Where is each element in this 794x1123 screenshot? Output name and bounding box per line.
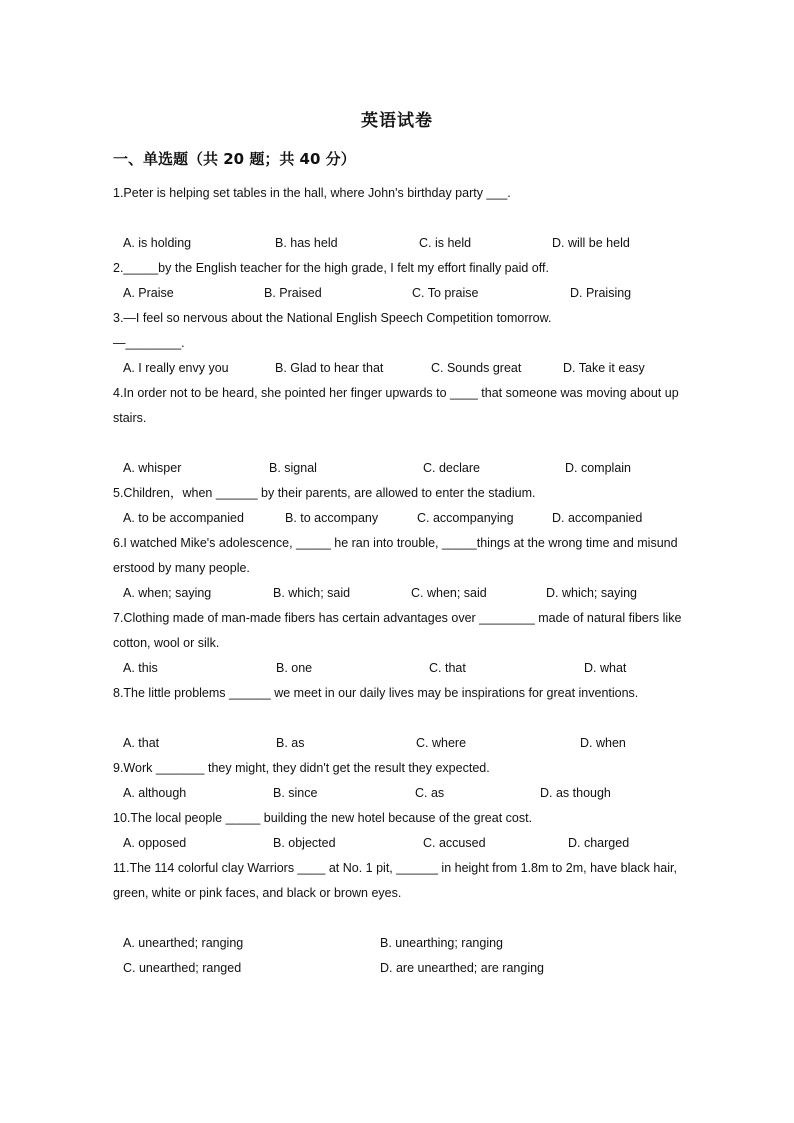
option-row bbox=[113, 231, 683, 256]
question-7 bbox=[113, 606, 683, 681]
option-a[interactable]: A. unearthed; ranging bbox=[123, 936, 244, 950]
option-c[interactable]: C. when; said bbox=[411, 586, 487, 600]
option-d[interactable]: D. Praising bbox=[570, 286, 632, 300]
question-stem: 1.Peter is helping set tables in the hall, where John's birthday party ___. bbox=[113, 186, 511, 200]
option-row bbox=[113, 831, 683, 856]
option-a[interactable]: A. I really envy you bbox=[123, 361, 229, 375]
option-d[interactable]: D. charged bbox=[568, 836, 630, 850]
option-row bbox=[113, 581, 683, 606]
option-row bbox=[113, 731, 683, 756]
option-a[interactable]: A. that bbox=[123, 736, 160, 750]
question-4 bbox=[113, 381, 683, 481]
question-11 bbox=[113, 856, 683, 981]
option-c[interactable]: C. where bbox=[416, 736, 467, 750]
question-5 bbox=[113, 481, 683, 531]
question-10 bbox=[113, 806, 683, 856]
option-row bbox=[113, 931, 683, 956]
option-c[interactable]: C. accompanying bbox=[417, 511, 514, 525]
question-stem: 6.I watched Mike's adolescence, _____ he ran into trouble, _____things at the wrong time and misunderstood by many people. bbox=[113, 536, 678, 575]
question-list bbox=[113, 181, 683, 981]
question-stem: 10.The local people _____ building the new hotel because of the great cost. bbox=[113, 811, 533, 825]
question-stem: 4.In order not to be heard, she pointed her finger upwards to ____ that someone was moving about upstairs. bbox=[113, 386, 679, 425]
option-b[interactable]: B. has held bbox=[275, 236, 338, 250]
option-row bbox=[113, 281, 683, 306]
option-b[interactable]: B. unearthing; ranging bbox=[380, 936, 504, 950]
question-6 bbox=[113, 531, 683, 606]
question-2 bbox=[113, 256, 683, 306]
section-heading: 一、单选题（共 20 题；共 40 分） bbox=[113, 150, 356, 168]
option-a[interactable]: A. whisper bbox=[123, 461, 182, 475]
option-c[interactable]: C. declare bbox=[423, 461, 480, 475]
question-3 bbox=[113, 306, 683, 381]
option-d[interactable]: D. will be held bbox=[552, 236, 630, 250]
option-c[interactable]: C. that bbox=[429, 661, 466, 675]
option-a[interactable]: A. opposed bbox=[123, 836, 187, 850]
question-9 bbox=[113, 756, 683, 806]
question-stem: 8.The little problems ______ we meet in our daily lives may be inspirations for great inventions. bbox=[113, 686, 639, 700]
question-stem: 9.Work _______ they might, they didn't get the result they expected. bbox=[113, 761, 490, 775]
option-d[interactable]: D. Take it easy bbox=[563, 361, 645, 375]
page-title: 英语试卷 bbox=[361, 111, 433, 131]
option-row bbox=[113, 506, 683, 531]
question-stem: 11.The 114 colorful clay Warriors ____ at No. 1 pit, ______ in height from 1.8m to 2m, have black hair, green, white or pink faces, and black or brown eyes. bbox=[113, 861, 677, 900]
option-row bbox=[113, 781, 683, 806]
option-c[interactable]: C. Sounds great bbox=[431, 361, 522, 375]
option-d[interactable]: D. are unearthed; are ranging bbox=[380, 961, 544, 975]
question-stem-reply: —________. bbox=[113, 336, 185, 350]
option-row bbox=[113, 656, 683, 681]
option-b[interactable]: B. since bbox=[273, 786, 318, 800]
option-a[interactable]: A. to be accompanied bbox=[123, 511, 244, 525]
question-stem: 5.Children，when ______ by their parents, are allowed to enter the stadium. bbox=[113, 486, 536, 500]
option-row bbox=[113, 356, 683, 381]
option-b[interactable]: B. as bbox=[276, 736, 305, 750]
question-8 bbox=[113, 681, 683, 756]
question-stem: 7.Clothing made of man-made fibers has certain advantages over ________ made of natural fibers like cotton, wool or silk. bbox=[113, 611, 682, 650]
option-a[interactable]: A. Praise bbox=[123, 286, 174, 300]
option-a[interactable]: A. although bbox=[123, 786, 187, 800]
option-b[interactable]: B. objected bbox=[273, 836, 336, 850]
question-stem: 3.—I feel so nervous about the National English Speech Competition tomorrow. bbox=[113, 311, 552, 325]
option-c[interactable]: C. accused bbox=[423, 836, 486, 850]
option-b[interactable]: B. Praised bbox=[264, 286, 322, 300]
option-d[interactable]: D. complain bbox=[565, 461, 631, 475]
question-stem: 2._____by the English teacher for the high grade, I felt my effort finally paid off. bbox=[113, 261, 549, 275]
option-a[interactable]: A. when; saying bbox=[123, 586, 212, 600]
option-b[interactable]: B. to accompany bbox=[285, 511, 379, 525]
option-b[interactable]: B. Glad to hear that bbox=[275, 361, 384, 375]
option-b[interactable]: B. which; said bbox=[273, 586, 351, 600]
option-c[interactable]: C. is held bbox=[419, 236, 472, 250]
option-a[interactable]: A. is holding bbox=[123, 236, 192, 250]
option-d[interactable]: D. which; saying bbox=[546, 586, 638, 600]
option-c[interactable]: C. as bbox=[415, 786, 445, 800]
option-b[interactable]: B. signal bbox=[269, 461, 317, 475]
option-d[interactable]: D. when bbox=[580, 736, 626, 750]
option-row bbox=[113, 456, 683, 481]
option-row bbox=[113, 956, 683, 981]
option-d[interactable]: D. accompanied bbox=[552, 511, 643, 525]
option-c[interactable]: C. To praise bbox=[412, 286, 479, 300]
option-d[interactable]: D. what bbox=[584, 661, 627, 675]
option-c[interactable]: C. unearthed; ranged bbox=[123, 961, 242, 975]
question-1 bbox=[113, 181, 683, 256]
option-a[interactable]: A. this bbox=[123, 661, 158, 675]
option-b[interactable]: B. one bbox=[276, 661, 313, 675]
option-d[interactable]: D. as though bbox=[540, 786, 611, 800]
